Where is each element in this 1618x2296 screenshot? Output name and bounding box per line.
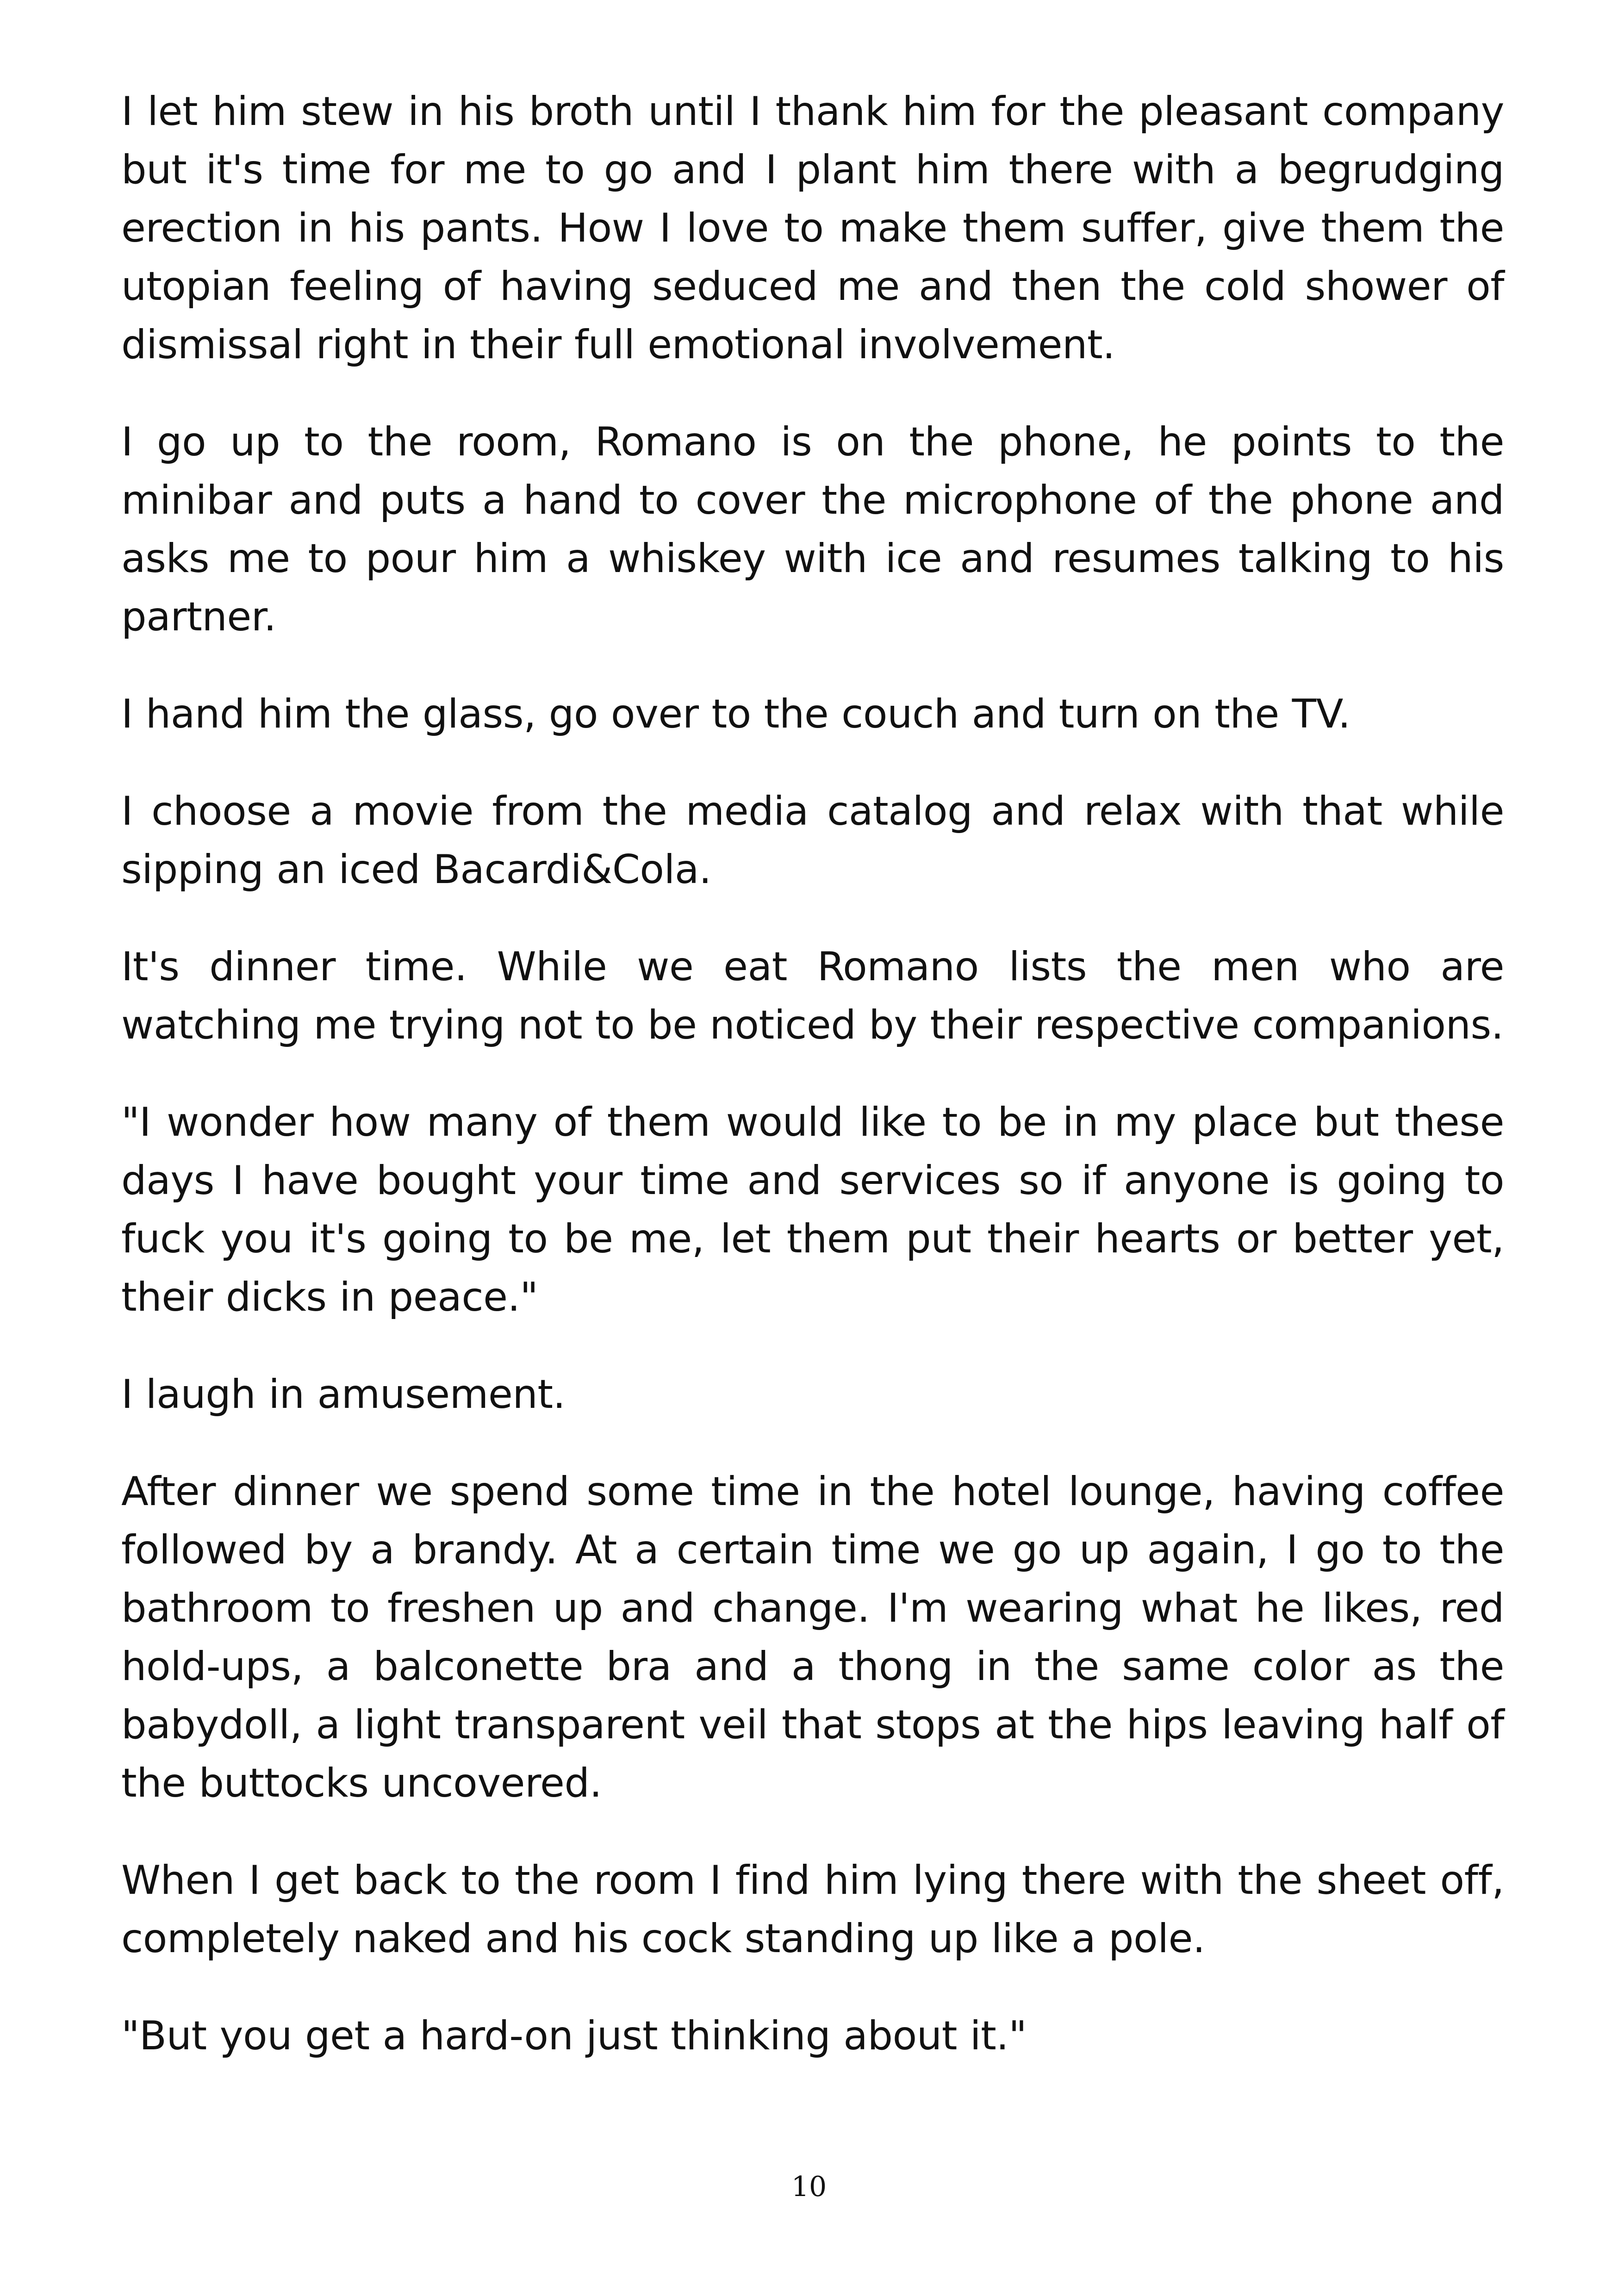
paragraph-2: I go up to the room, Romano is on the phone, he points to the minibar and puts a hand to cover the microphone of the phone and asks me to pour him a whiskey with ice and resumes talking to his partner. — [121, 419, 1504, 640]
paragraph-5: It's dinner time. While we eat Romano lists the men who are watching me trying not to be noticed by their respective companions. — [121, 944, 1504, 1048]
paragraph-6: "I wonder how many of them would like to be in my place but these days I have bought your time and services so if anyone is going to fuck you it's going to be me, let them put their hearts or better yet, their dicks in peace." — [121, 1099, 1504, 1320]
paragraph-9: When I get back to the room I find him lying there with the sheet off, completely naked and his cock standing up like a pole. — [121, 1857, 1504, 1962]
page-number: 10 — [791, 2171, 827, 2203]
paragraph-8: After dinner we spend some time in the hotel lounge, having coffee followed by a brandy. At a certain time we go up again, I go to the bathroom to freshen up and change. I'm wearing what he likes, red hold-ups, a balconette bra and a thong in the same color as the babydoll, a light transparent veil that stops at the hips leaving half of the buttocks uncovered. — [121, 1468, 1504, 1806]
paragraph-10: "But you get a hard-on just thinking about it." — [121, 2013, 1027, 2059]
paragraph-3: I hand him the glass, go over to the couch and turn on the TV. — [121, 691, 1350, 737]
paragraph-4: I choose a movie from the media catalog and relax with that while sipping an iced Bacardi&Cola. — [121, 788, 1504, 893]
paragraph-1: I let him stew in his broth until I thank him for the pleasant company but it's time for me to go and I plant him there with a begrudging erection in his pants. How I love to make them suffer, give them the utopian feeling of having seduced me and then the cold shower of dismissal right in their full emotional involvement. — [121, 88, 1504, 368]
paragraph-7: I laugh in amusement. — [121, 1371, 566, 1418]
body-text — [121, 82, 1504, 2104]
